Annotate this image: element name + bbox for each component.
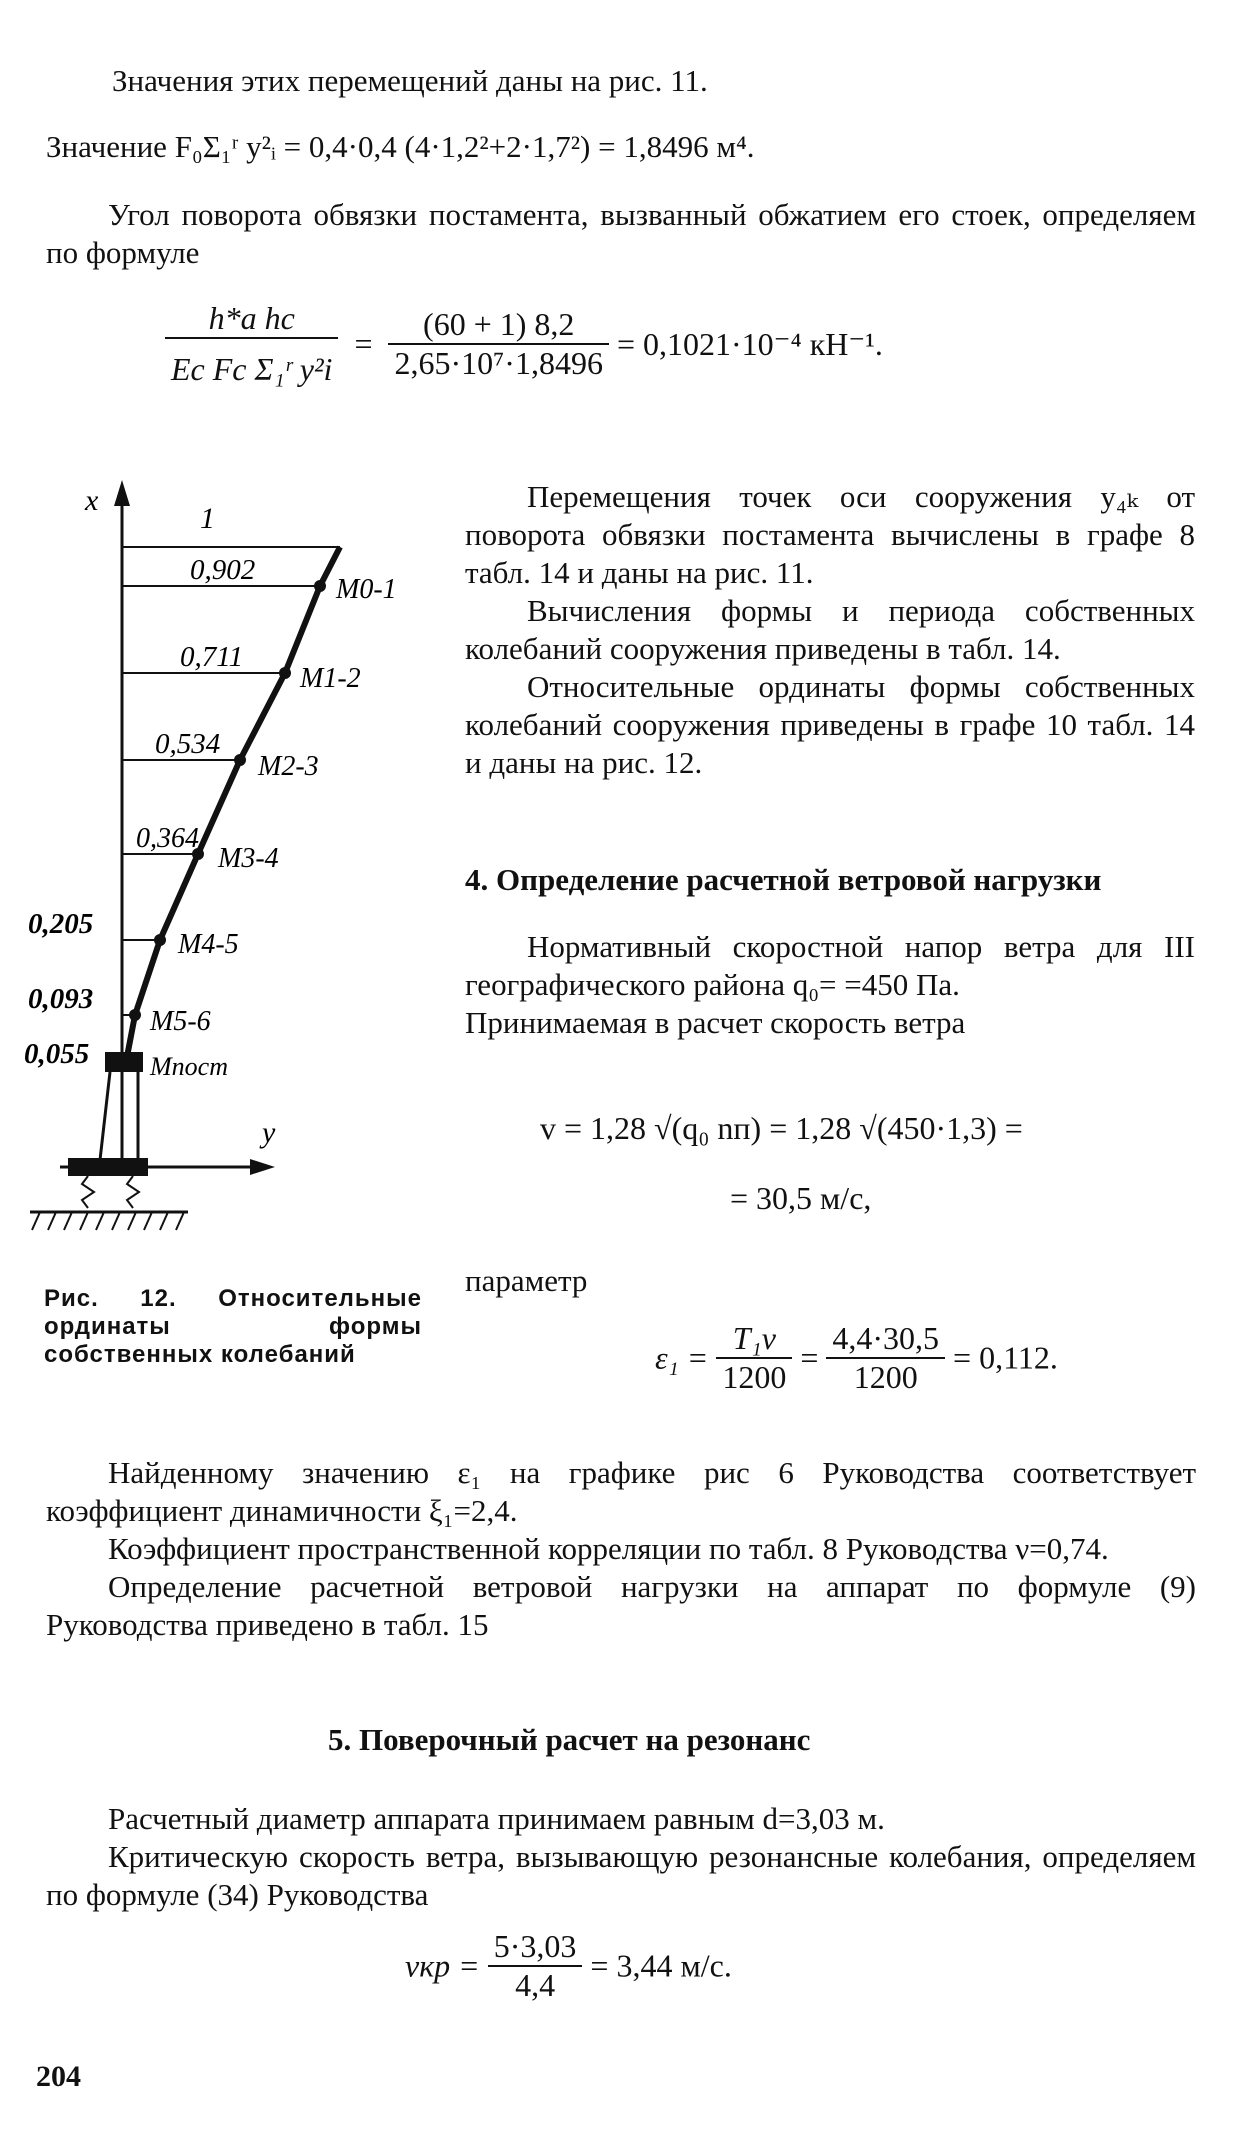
intro-formula: F₀Σ₁ʳ y²ᵢ = 0,4·0,4 (4·1,2²+2·1,7²) = 1,8496 м⁴. [174, 129, 755, 164]
rotation-rhs-numerator: (60 + 1) 8,2 [388, 306, 608, 345]
mass-point-4-5 [154, 934, 166, 946]
vkr-lhs: vкр = [405, 1947, 480, 1984]
diameter-paragraph: Расчетный диаметр аппарата принимаем равным d=3,03 м. [108, 1801, 885, 1836]
right-column-text [465, 478, 1195, 782]
correlation-paragraph: Коэффициент пространственной корреляции по табл. 8 Руководства ν=0,74. [108, 1531, 1109, 1566]
mass-label-3-4: M3-4 [218, 843, 279, 874]
epsilon-lhs: ε₁ = [655, 1339, 709, 1376]
pedestal-block [105, 1052, 143, 1072]
value-label-4: 0,364 [136, 823, 199, 854]
epsilon-fraction-2 [826, 1320, 945, 1396]
angle-paragraph: Угол поворота обвязки постамента, вызванный обжатием его стоек, определяем по формуле [46, 197, 1196, 270]
wind-load-paragraph: Определение расчетной ветровой нагрузки на аппарат по формуле (9) Руководства приведено в табл. 15 [46, 1569, 1196, 1642]
rotation-lhs-numerator: h*a hс [165, 300, 338, 339]
resonance-text [46, 1800, 1196, 1914]
mode-shape-figure [0, 470, 460, 1250]
mass-label-4-5: M4-5 [178, 929, 239, 960]
intro-formula-line [46, 128, 755, 165]
mass-point-1-2 [279, 667, 291, 679]
wind-speed-formula-2: = 30,5 м/с, [730, 1180, 872, 1216]
value-label-6: 0,093 [28, 983, 94, 1015]
x-axis-arrow-icon [114, 480, 130, 506]
value-label-7: 0,055 [24, 1038, 90, 1070]
wind-pressure-text [465, 928, 1195, 1042]
y-axis-label: y [262, 1116, 276, 1149]
epsilon-fraction-1 [716, 1320, 792, 1396]
mass-label-0-1: M0-1 [336, 574, 397, 605]
section-4-heading: 4. Определение расчетной ветровой нагрузки [465, 862, 1102, 897]
displacement-paragraph: Перемещения точек оси сооружения y₄ₖ от поворота обвязки постамента вычислены в графе 8 табл. 14 и даны на рис. 11. [465, 479, 1195, 590]
critical-speed-paragraph: Критическую скорость ветра, вызывающую резонансные колебания, определяем по формуле (34) Руководства [46, 1839, 1196, 1912]
wind-speed-formula-1: v = 1,28 √(q₀ nп) = 1,28 √(450·1,3) = [540, 1110, 1023, 1146]
rotation-lhs-fraction [165, 300, 338, 388]
vkr-denominator: 4,4 [515, 1967, 556, 2003]
ordinates-paragraph: Относительные ординаты формы собственных колебаний сооружения приведены в графе 10 табл. 14 и даны на рис. 12. [465, 669, 1195, 780]
epsilon-formula: ε₁ = $\frac{\text{T₁v}}{1200}$ = $\frac{4,4\cdot 30,5}{1200}$ = 0,112. [655, 1320, 1058, 1395]
calculation-paragraph: Вычисления формы и периода собственных колебаний сооружения приведены в табл. 14. [465, 593, 1195, 666]
dynamic-coefficient-paragraph: Найденному значению ε₁ на графике рис 6 Руководства соответствует коэффициент динамичности ξ₁=2,4. [46, 1455, 1196, 1528]
value-label-top: 1 [200, 502, 215, 535]
value-label-2: 0,711 [180, 641, 244, 673]
parameter-label: параметр [465, 1263, 588, 1298]
rotation-result: = 0,1021·10⁻⁴ кН⁻¹. [616, 326, 883, 362]
mass-point-5-6 [129, 1009, 141, 1021]
rotation-formula: $\frac{\text{h*a hс}}{\text{Eс Fс Σ₁ʳ y²i}}$ = $\frac{(60 + 1) 8,2}{\text{2,65·10⁷·1,8496}}$ = 0,1021·10⁻⁴ кН⁻¹. [165, 300, 883, 388]
value-label-5: 0,205 [28, 908, 94, 940]
figure-caption: Рис. 12. Относительные ординаты формы собственных колебаний [44, 1285, 422, 1368]
epsilon-denominator-1: 1200 [722, 1359, 787, 1395]
mass-label-5-6: M5-6 [150, 1006, 211, 1037]
epsilon-denominator-2: 1200 [853, 1359, 918, 1395]
section-5-heading: 5. Поверочный расчет на резонанс [328, 1722, 811, 1757]
mass-label-2-3: M2-3 [258, 751, 319, 782]
vkr-result: = 3,44 м/с. [590, 1947, 732, 1984]
x-axis-label: x [85, 484, 99, 517]
mass-point-0-1 [314, 580, 326, 592]
mass-label-1-2: M1-2 [300, 663, 361, 694]
y-axis-arrow-icon [250, 1159, 275, 1175]
epsilon-numerator-2: 4,4·30,5 [826, 1320, 945, 1359]
bottom-text [46, 1454, 1196, 1644]
rotation-rhs-fraction [388, 306, 608, 382]
value-label-1: 0,902 [190, 554, 256, 586]
value-label-3: 0,534 [155, 728, 221, 760]
rotation-lhs-denominator: Eс Fс Σ₁ʳ y²i [171, 351, 333, 387]
epsilon-numerator-1: T₁v [716, 1320, 792, 1359]
intro-formula-prefix: Значение [46, 129, 167, 164]
wind-pressure-paragraph: Нормативный скоростной напор ветра для III географического района q₀= =450 Па. [465, 929, 1195, 1002]
page-number: 204 [36, 2060, 81, 2093]
vkr-fraction [488, 1928, 583, 2004]
vkr-numerator: 5·3,03 [488, 1928, 583, 1967]
intro-line: Значения этих перемещений даны на рис. 11. [112, 63, 708, 98]
rotation-rhs-denominator: 2,65·10⁷·1,8496 [394, 345, 603, 381]
mass-point-2-3 [234, 754, 246, 766]
epsilon-result: = 0,112. [953, 1339, 1058, 1376]
critical-speed-formula [405, 1928, 732, 2004]
mass-label-pedestal: Mпост [150, 1052, 228, 1081]
wind-speed-intro: Принимаемая в расчет скорость ветра [465, 1005, 966, 1040]
